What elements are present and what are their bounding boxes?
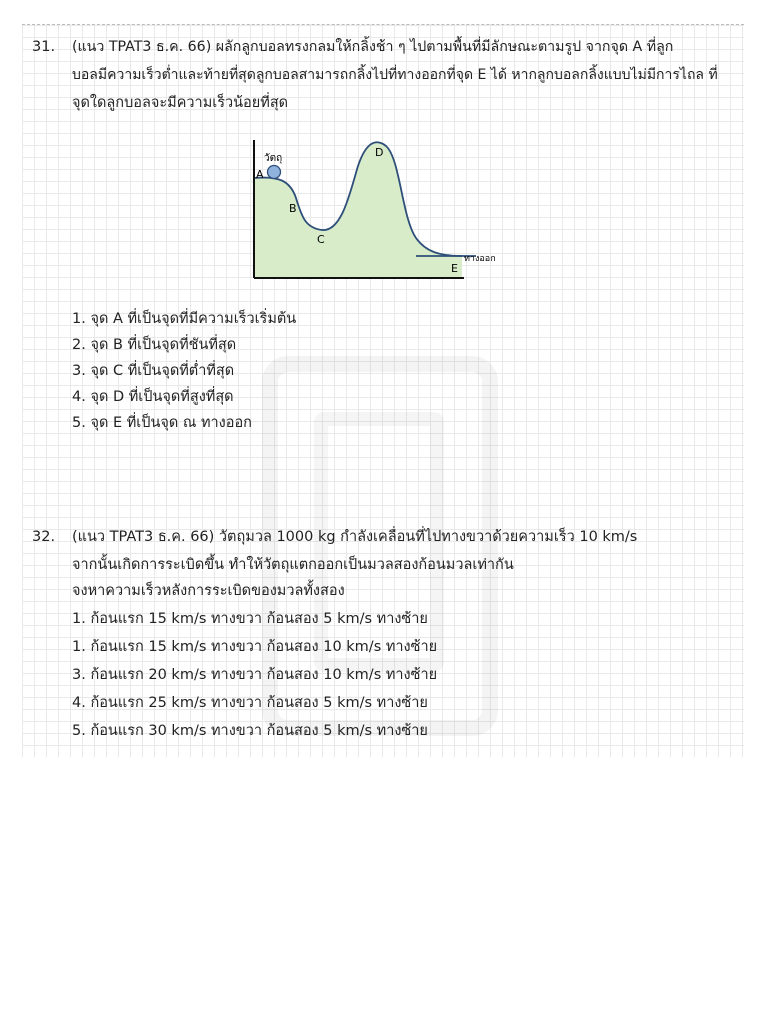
label-point-e: E bbox=[451, 262, 458, 275]
exit-label: ทางออก bbox=[464, 254, 496, 264]
q31-text-line-2: บอลมีความเร็วต่ำและท้ายที่สุดลูกบอลสามารถกลิ้งไปที่ทางออกที่จุด E ได้ หากลูกบอลกลิ้งแบบไม่มีการไถล ที่ bbox=[72, 67, 718, 83]
q32-option-4: 4. ก้อนแรก 25 km/s ทางขวา ก้อนสอง 5 km/s ทางซ้าย bbox=[72, 695, 428, 711]
ball bbox=[268, 166, 281, 179]
label-point-d: D bbox=[375, 146, 384, 159]
label-point-b: B bbox=[289, 202, 297, 215]
q31-option-5: 5. จุด E ที่เป็นจุด ณ ทางออก bbox=[72, 415, 252, 431]
q31-text-line-1: (แนว TPAT3 ธ.ค. 66) ผลักลูกบอลทรงกลมให้กลิ้งช้า ๆ ไปตามพื้นที่มีลักษณะตามรูป จากจุด A ที่ลูก bbox=[72, 39, 674, 55]
q32-number: 32. bbox=[32, 529, 56, 545]
q31-number: 31. bbox=[32, 39, 56, 55]
object-label: วัตถุ bbox=[264, 153, 283, 164]
q32-option-2: 1. ก้อนแรก 15 km/s ทางขวา ก้อนสอง 10 km/s ทางซ้าย bbox=[72, 639, 438, 655]
q31-text-line-3: จุดใดลูกบอลจะมีความเร็วน้อยที่สุด bbox=[72, 95, 289, 111]
q32-text-line-1: (แนว TPAT3 ธ.ค. 66) วัตถุมวล 1000 kg กำลังเคลื่อนที่ไปทางขวาด้วยความเร็ว 10 km/s bbox=[72, 529, 638, 545]
label-point-a: A bbox=[256, 168, 264, 181]
q32-option-3: 3. ก้อนแรก 20 km/s ทางขวา ก้อนสอง 10 km/s ทางซ้าย bbox=[72, 667, 438, 683]
q32-text-line-2: จากนั้นเกิดการระเบิดขึ้น ทำให้วัตถุแตกออกเป็นมวลสองก้อนมวลเท่ากัน bbox=[72, 557, 514, 573]
q31-option-1: 1. จุด A ที่เป็นจุดที่มีความเร็วเริ่มต้น bbox=[72, 311, 297, 327]
q31-option-2: 2. จุด B ที่เป็นจุดที่ชันที่สุด bbox=[72, 337, 237, 353]
q32-option-5: 5. ก้อนแรก 30 km/s ทางขวา ก้อนสอง 5 km/s ทางซ้าย bbox=[72, 723, 428, 739]
q31-option-3: 3. จุด C ที่เป็นจุดที่ต่ำที่สุด bbox=[72, 363, 235, 379]
label-point-c: C bbox=[317, 233, 325, 246]
q32-text-line-3: จงหาความเร็วหลังการระเบิดของมวลทั้งสอง bbox=[72, 583, 345, 599]
q31-slope-diagram bbox=[240, 132, 520, 284]
terrain-fill bbox=[254, 142, 462, 278]
q32-option-1: 1. ก้อนแรก 15 km/s ทางขวา ก้อนสอง 5 km/s ทางซ้าย bbox=[72, 611, 428, 627]
q31-option-4: 4. จุด D ที่เป็นจุดที่สูงที่สุด bbox=[72, 389, 234, 405]
